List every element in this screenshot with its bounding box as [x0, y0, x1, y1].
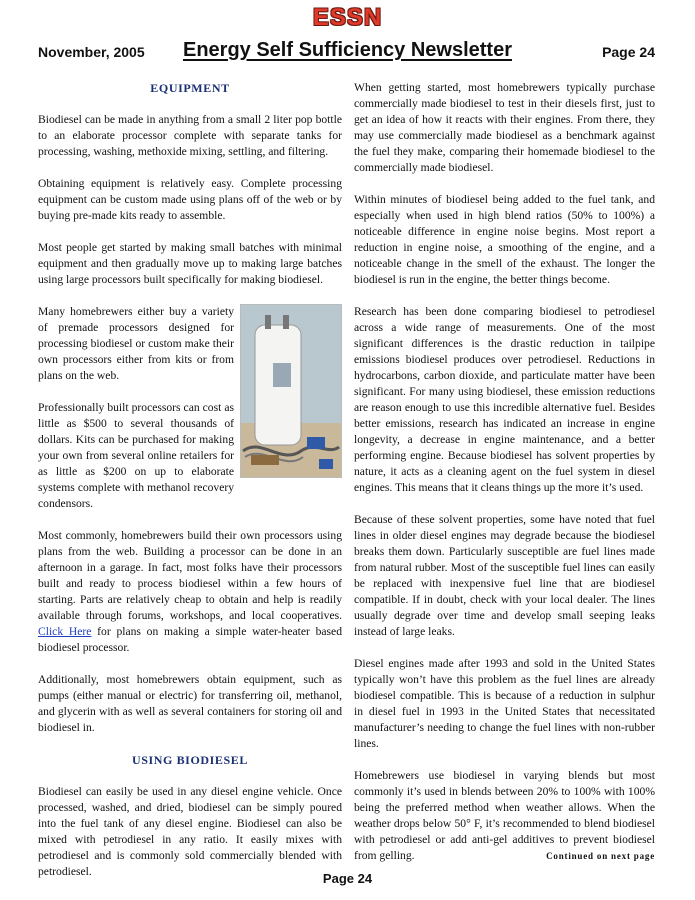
essn-logo: ESSN [312, 4, 383, 31]
paragraph: Biodiesel can easily be used in any diesel engine vehicle. Once processed, washed, and dried, biodiesel can be simply poured into the fuel tank of any diesel engine. Biodiesel can also be mixed with petrodiesel in any ratio. It easily mixes with petrodiesel and is commonly sold commercially blended with petrodiesel. [38, 785, 342, 878]
paragraph: Many homebrewers either buy a variety of premade processors designed for processing biodiesel or custom make their own processors either from kits or from plans on the web. [38, 305, 234, 382]
paragraph: Homebrewers use biodiesel in varying blends but most commonly it’s used in blends between 20% to 100% with 100% being the preferred method when weather allows. When the weather drops below 50° F, it’s recommended to blend biodiesel with petrodiesel or add anti-gel additives to prevent biodiesel from gelling. [354, 769, 655, 862]
paragraph: Additionally, most homebrewers obtain equipment, such as pumps (either manual or electric) for transferring oil, methanol, and glycerin with as well as several containers for storing oil and biodiesel in. [38, 673, 342, 734]
section-title-equipment: EQUIPMENT [150, 81, 230, 95]
paragraph-text: for plans on making a simple water-heater based biodiesel processor. [38, 625, 342, 654]
paragraph: Within minutes of biodiesel being added to the fuel tank, and especially when used in high blend ratios (50% to 100%) a noticeable difference in engine noise begins. Most report a reduction in engine noise, a smoothing of the engine, and a noticeable change in the smell of the exhaust. The longer the biodiesel is run in the engine, the better things become. [354, 193, 655, 286]
header-page-number: Page 24 [602, 44, 655, 60]
paragraph-text: Most commonly, homebrewers build their own processors using plans from the web. Building a processor can be done in an afternoon in a garage. In fact, most folks have their processors built and ready to process biodiesel within a few hours of starting. Parts are relatively cheap to obtain and help is readily available through forums, workshops, and local cooperatives. [38, 529, 342, 622]
paragraph: Research has been done comparing biodiesel to petrodiesel across a wide range of measurements. One of the most significant differences is the drastic reduction in tailpipe emissions biodiesel produces over petrodiesel. Reductions in hydrocarbons, carbon dioxide, and particulate matter have been significant. For many using biodiesel, these emission reductions are reason enough to use this incredible alternative fuel. Besides better emissions, research has indicated an increase in engine longevity, a decrease in engine maintenance, and a better performing engine. Because biodiesel has solvent properties by nature, it acts as a cleaning agent on the fuel system in diesel engines. This means that it cleans things up the more it’s used. [354, 305, 655, 494]
figure-wrap [38, 304, 342, 528]
paragraph: Obtaining equipment is relatively easy. Complete processing equipment can be custom made using plans off of the web or by buying pre-made kits ready to assemble. [38, 177, 342, 222]
newsletter-title: Energy Self Sufficiency Newsletter [182, 39, 512, 61]
paragraph: When getting started, most homebrewers typically purchase commercially made biodiesel to test in their diesels first, just to get an idea of how it reacts with their engines. From there, they may use commercially made biodiesel as a benchmark against the fuel they make, comparing their homemade biodiesel to the commercially made biodiesel. [354, 81, 655, 174]
issue-date: November, 2005 [38, 44, 145, 60]
water-heater-processor-photo [240, 304, 342, 478]
paragraph: Most people get started by making small batches with minimal equipment and then gradually move up to making large batches using large processors built specifically for making biodiesel. [38, 241, 342, 286]
click-here-link[interactable]: Click Here [38, 625, 92, 638]
paragraph: Diesel engines made after 1993 and sold in the United States typically won’t have this problem as the fuel lines are already biodiesel compatible. This is because of a reduction in sulphur in diesel fuel in 1993 in the United States that necessitated manufacturer’s needing to change the fuel lines with non-rubber lines. [354, 657, 655, 750]
paragraph: Because of these solvent properties, some have noted that fuel lines in older diesel engines may degrade because the biodiesel breaks them down. Particularly susceptible are fuel lines made from natural rubber. Most of the susceptible fuel lines can easily be replaced with inexpensive fuel line that are biodiesel compatible. If in doubt, check with your local dealer. The lines usually degrade over time and develop small seeping leaks instead of large leaks. [354, 513, 655, 638]
paragraph-with-link [38, 528, 342, 656]
paragraph: Professionally built processors can cost as little as $500 to several thousands of dollars. Kits can be purchased for making your own from several online retailers for as little as $200 on up to elaborate systems complete with methanol recovery condensors. [38, 401, 234, 510]
continued-note: Continued on next page [546, 851, 655, 861]
left-column [38, 80, 342, 896]
section-title-using-biodiesel: USING BIODIESEL [131, 753, 249, 767]
paragraph: Biodiesel can be made in anything from a small 2 liter pop bottle to an elaborate processor complete with separate tanks for processing, washing, methoxide mixing, settling, and filtering. [38, 113, 342, 158]
footer-page-number: Page 24 [322, 871, 373, 886]
right-column [354, 80, 655, 880]
